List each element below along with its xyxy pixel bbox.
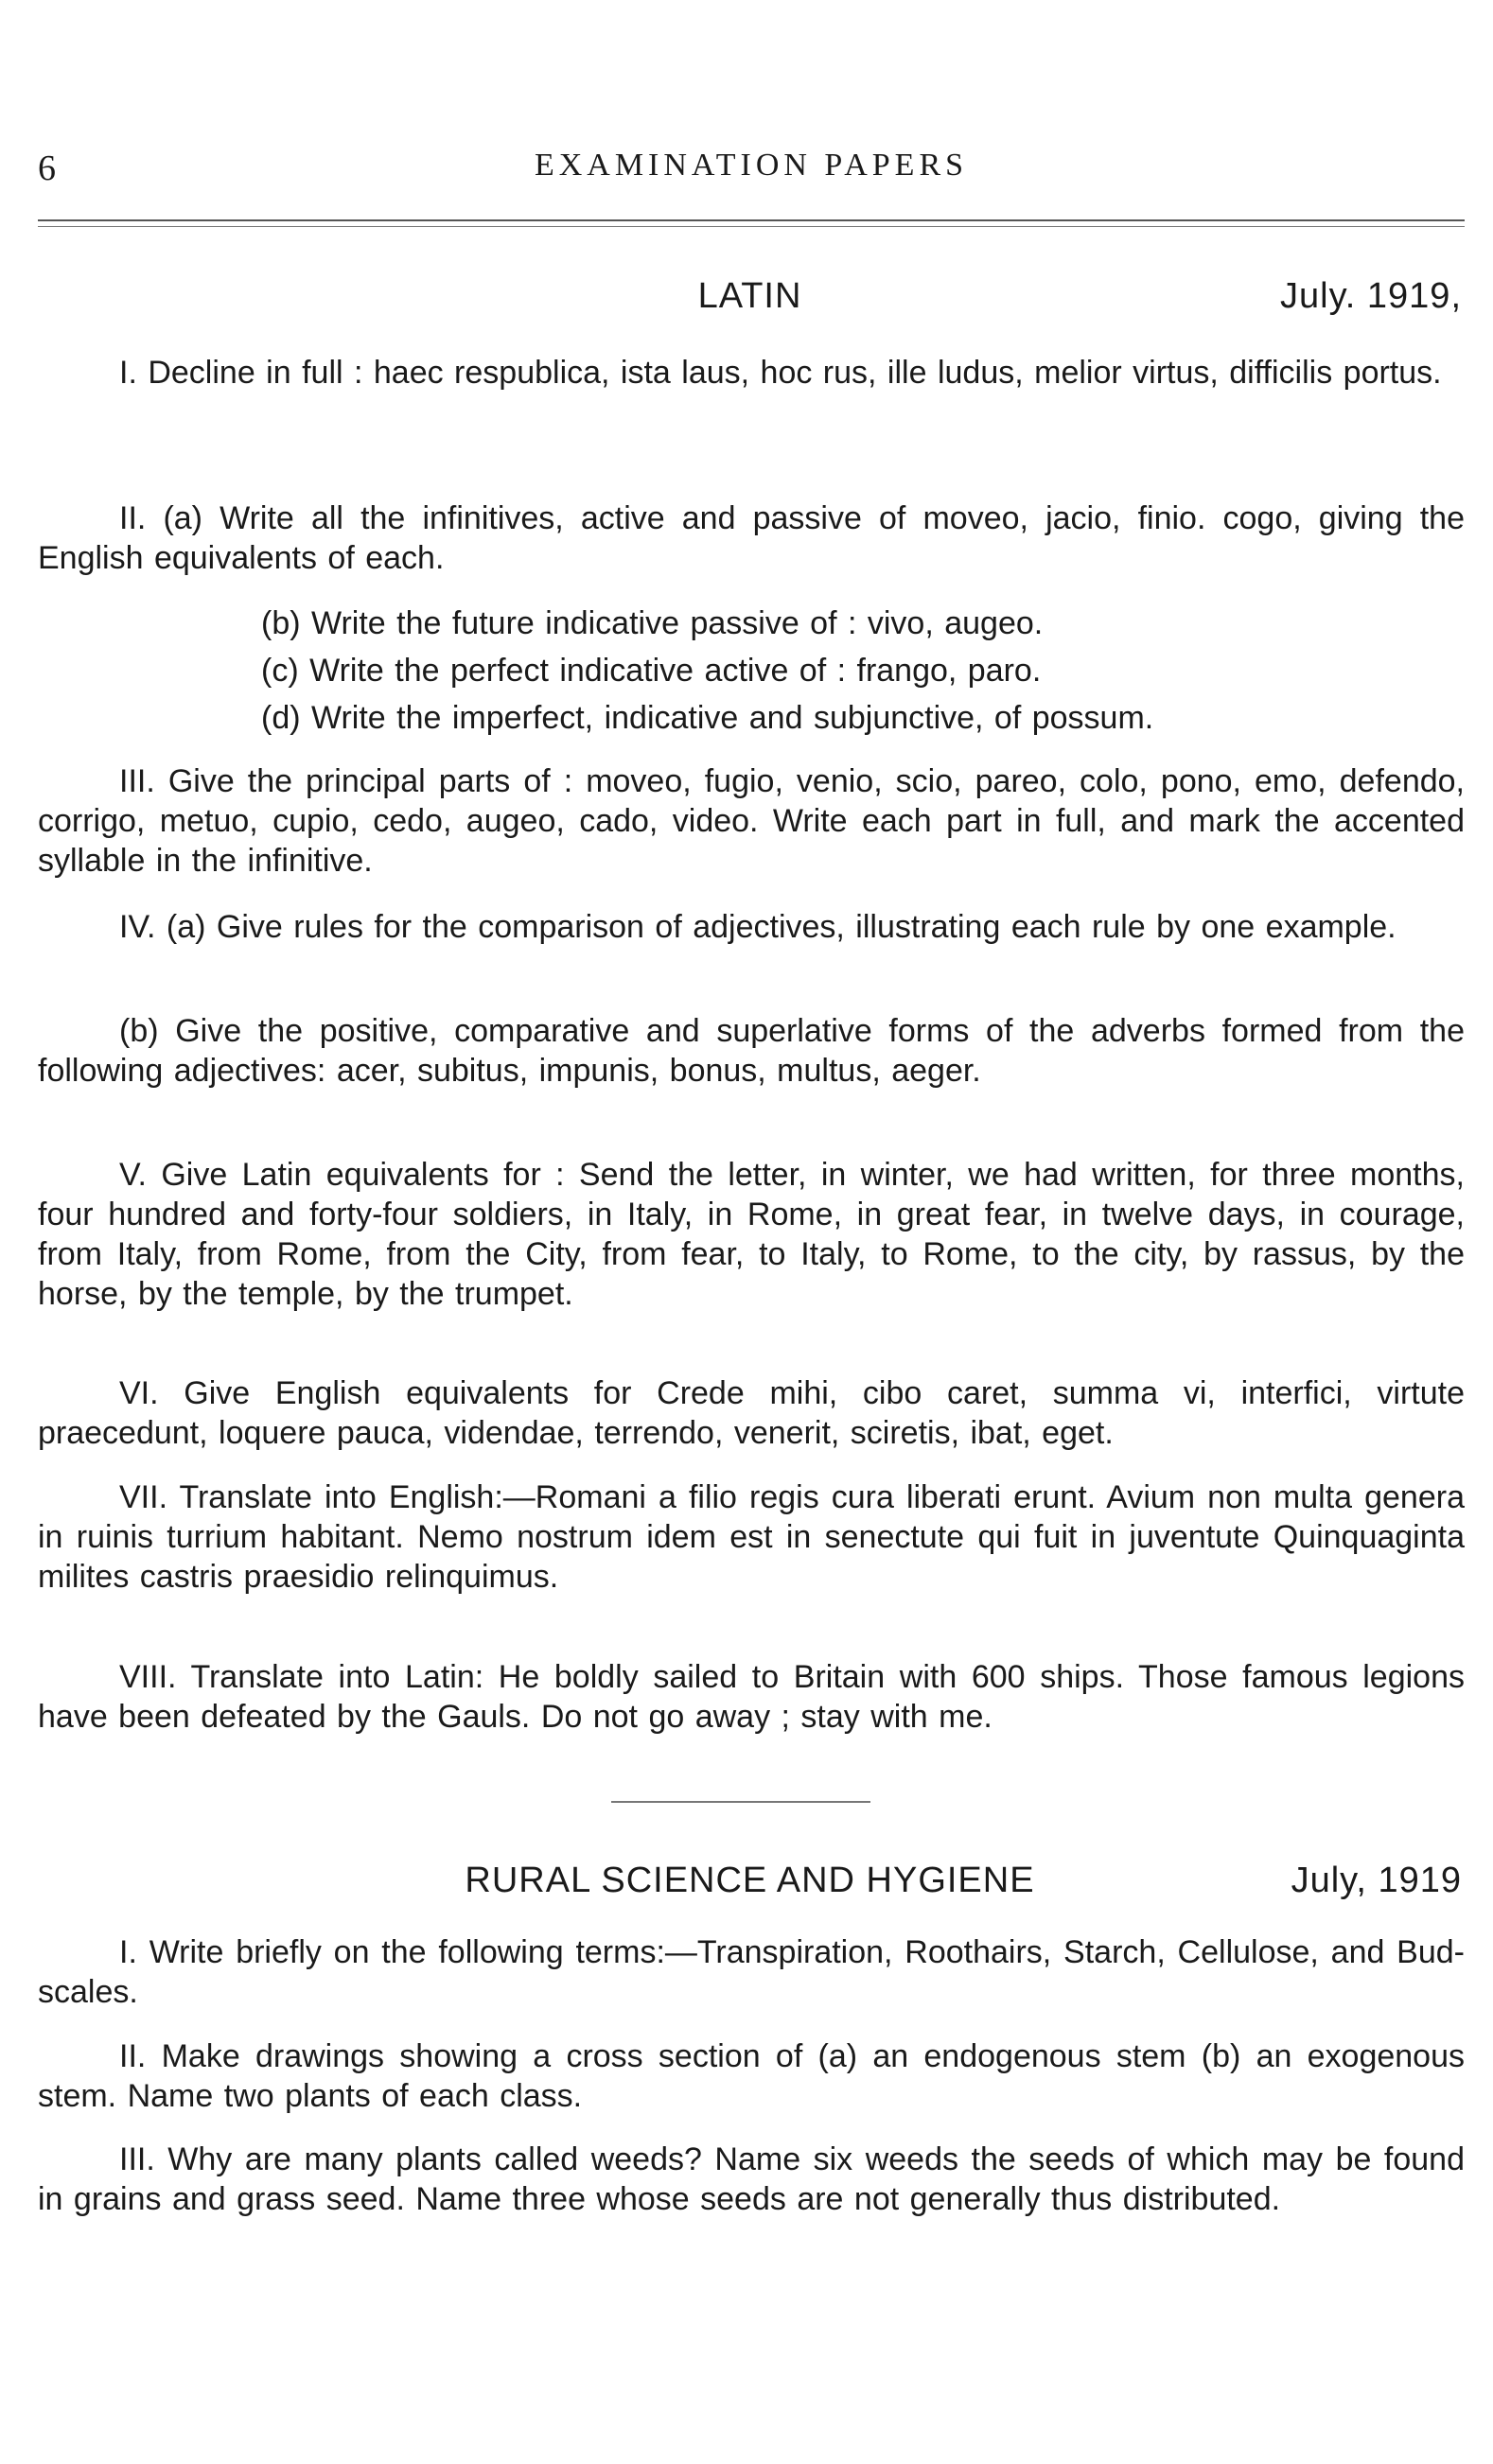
latin-question-2b: (b) Write the future indicative passive of : vivo, augeo.	[261, 605, 1044, 641]
latin-question-5: V. Give Latin equivalents for : Send the letter, in winter, we had written, for three months, four hundred and forty-four soldiers, in Italy, in Rome, in great fear, in twelve days, in courage, from Italy, from Rome, from the City, from fear, to Italy, to Rome, to the city, by rassus, by the horse, by the temple, by the trumpet.	[38, 1157, 1465, 1312]
header-rule	[38, 219, 1465, 227]
section-divider	[611, 1801, 870, 1803]
rural-question-1: I. Write briefly on the following terms:—Transpiration, Roothairs, Starch, Cellulose, and Bud-scales.	[38, 1934, 1465, 2010]
latin-question-4b: (b) Give the positive, comparative and superlative forms of the adverbs formed from the following adjectives: acer, subitus, impunis, bonus, multus, aeger.	[38, 1013, 1465, 1089]
page-number: 6	[38, 149, 57, 188]
latin-title: LATIN	[697, 276, 802, 316]
latin-section-header	[38, 276, 1462, 323]
latin-question-8: VIII. Translate into Latin: He boldly sailed to Britain with 600 ships. Those famous legions have been defeated by the Gauls. Do not go away ; stay with me.	[38, 1659, 1465, 1735]
rural-date: July, 1919	[1291, 1861, 1462, 1900]
running-title: EXAMINATION PAPERS	[534, 148, 969, 183]
latin-question-2d: (d) Write the imperfect, indicative and subjunctive, of possum.	[261, 700, 1154, 736]
latin-question-1: I. Decline in full : haec respublica, ista laus, hoc rus, ille ludus, melior virtus, difficilis portus.	[119, 355, 1442, 391]
rural-title: RURAL SCIENCE AND HYGIENE	[465, 1861, 1035, 1900]
latin-question-2a: II. (a) Write all the infinitives, active and passive of moveo, jacio, finio. cogo, giving the English equivalents of each.	[38, 500, 1465, 576]
rural-question-3: III. Why are many plants called weeds? Name six weeds the seeds of which may be found in grains and grass seed. Name three whose seeds are not generally thus distributed.	[38, 2141, 1465, 2217]
latin-question-4a: IV. (a) Give rules for the comparison of adjectives, illustrating each rule by one example.	[119, 909, 1396, 945]
latin-question-2c: (c) Write the perfect indicative active of : frango, paro.	[261, 653, 1042, 689]
rural-question-2: II. Make drawings showing a cross section of (a) an endogenous stem (b) an exogenous stem. Name two plants of each class.	[38, 2038, 1465, 2114]
latin-question-7: VII. Translate into English:—Romani a filio regis cura liberati erunt. Avium non multa genera in ruinis turrium habitant. Nemo nostrum idem est in senectute qui fuit in juventute Quinquaginta milites castris praesidio relinquimus.	[38, 1479, 1465, 1595]
running-head	[38, 148, 1465, 189]
latin-question-6: VI. Give English equivalents for Crede mihi, cibo caret, summa vi, interfici, virtute praecedunt, loquere pauca, videndae, terrendo, venerit, sciretis, ibat, eget.	[38, 1375, 1465, 1451]
latin-question-3: III. Give the principal parts of : moveo, fugio, venio, scio, pareo, colo, pono, emo, defendo, corrigo, metuo, cupio, cedo, augeo, cado, video. Write each part in full, and mark the accented syllable in the infinitive.	[38, 763, 1465, 879]
latin-date: July. 1919,	[1280, 276, 1462, 316]
rural-section-header	[38, 1861, 1462, 1908]
